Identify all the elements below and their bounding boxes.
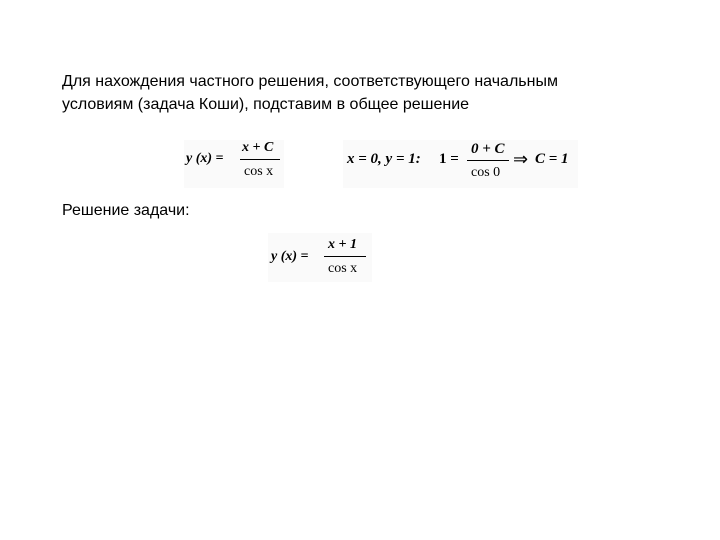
- condition-result: C = 1: [535, 151, 569, 167]
- condition-numerator: 0 + C: [471, 141, 505, 157]
- implies-arrow-icon: ⇒: [513, 149, 529, 169]
- general-solution-formula: [184, 140, 284, 188]
- formula-numerator: x + C: [242, 140, 274, 155]
- condition-left: x = 0, y = 1:: [347, 151, 421, 167]
- intro-paragraph: [62, 70, 558, 116]
- formula-lhs: y (x) =: [186, 151, 224, 166]
- condition-one: 1 =: [439, 151, 459, 167]
- initial-condition-formula: [343, 140, 578, 188]
- particular-solution-formula: [268, 233, 372, 282]
- formula-denominator: cos x: [244, 164, 274, 179]
- solution-numerator: x + 1: [328, 237, 357, 252]
- fraction-bar: [324, 256, 366, 257]
- intro-line-2: условиям (задача Коши), подставим в общее решение: [62, 96, 470, 113]
- condition-denominator: cos 0: [471, 165, 501, 180]
- solution-denominator: cos x: [328, 261, 358, 276]
- intro-line-1: Для нахождения частного решения, соответствующего начальным: [62, 73, 558, 90]
- solution-lhs: y (x) =: [271, 249, 309, 264]
- fraction-bar: [467, 160, 509, 161]
- fraction-bar: [240, 159, 280, 160]
- solution-heading: Решение задачи:: [62, 202, 190, 219]
